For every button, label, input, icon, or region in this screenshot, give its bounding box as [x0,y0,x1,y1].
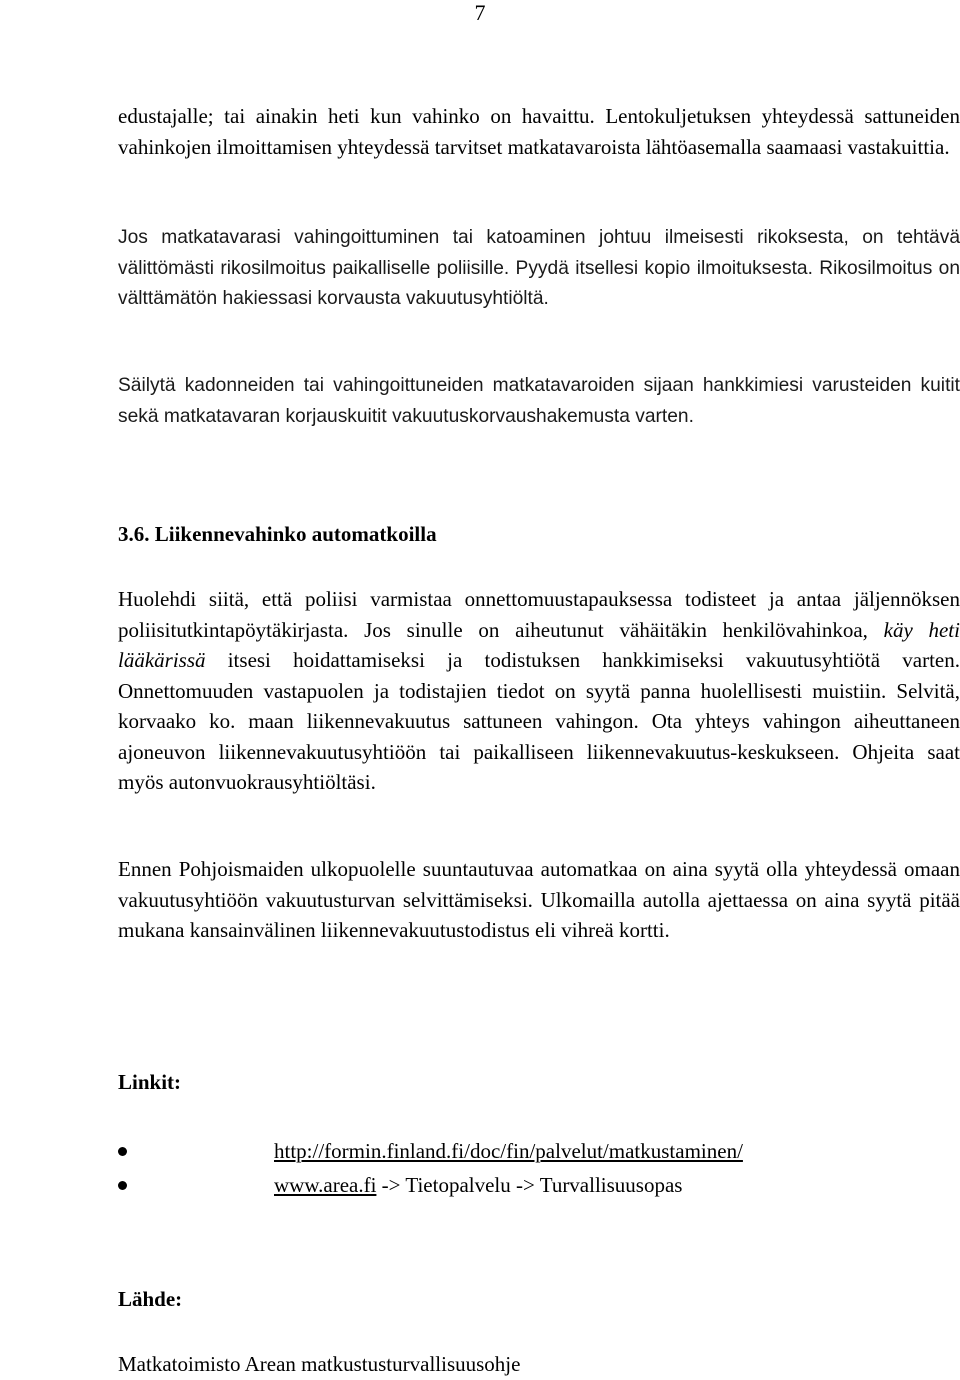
paragraph-text: Säilytä kadonneiden tai vahingoittuneiden matkatavaroiden sijaan hankkimiesi varusteiden kuitit sekä matkatavaran korjauskuitit vakuutuskorvaushakemusta varten. [118,375,960,427]
page-number: 7 [474,0,486,25]
source-block [118,1349,960,1380]
paragraph-text: Jos matkatavarasi vahingoittuminen tai katoaminen johtuu ilmeisesti rikoksesta, on tehtävä välittömästi rikosilmoitus paikalliselle poliisille. Pyydä itsellesi kopio ilmoituksesta. Rikosilmoitus on välttämätön hakiessasi korvausta vakuutusyhtiöltä. [118,227,960,309]
links-heading-block [118,1067,960,1097]
link-line [274,1136,743,1166]
link-suffix: -> Tietopalvelu -> Turvallisuusopas [376,1173,683,1197]
link-area[interactable]: www.area.fi [274,1173,377,1197]
paragraph-text: edustajalle; tai ainakin heti kun vahinko on havaittu. Lentokuljetuksen yhteydessä sattuneiden vahinkojen ilmoittamisen yhteydessä tarvitset matkatavaroista lähtöasemalla saamaasi vastakuittia. [118,104,960,159]
links-heading: Linkit: [118,1070,182,1094]
source-text: Matkatoimisto Arean matkustusturvallisuusohje [118,1352,521,1376]
paragraph-intro [118,101,960,162]
links-list [0,1136,960,1204]
section-heading-block [118,519,960,549]
source-heading: Lähde: [118,1287,183,1311]
paragraph-traffic-damage [118,584,960,798]
list-item [0,1170,960,1204]
bullet-icon [118,1147,127,1156]
paragraph-text: Ennen Pohjoismaiden ulkopuolelle suuntautuvaa automatkaa on aina syytä olla yhteydessä omaan vakuutusyhtiöön vakuutusturvan selvittämiseksi. Ulkomailla autolla ajettaessa on aina syytä pitää mukana kansainvälinen liikennevakuutustodistus eli vihreä kortti. [118,857,960,942]
link-line [274,1170,682,1200]
link-formin[interactable]: http://formin.finland.fi/doc/fin/palvelut/matkustaminen/ [274,1139,743,1163]
paragraph-text-part: Huolehdi siitä, että poliisi varmistaa onnettomuustapauksessa todisteet ja antaa jäljennöksen poliisitutkintapöytäkirjasta. Jos sinulle on aiheutunut vähäitäkin henkilövahinkoa, [118,587,960,642]
paragraph-receipts [118,371,960,432]
paragraph-crime-report [118,223,960,315]
emphasis-text: käy heti lääkärissä [118,617,960,672]
source-heading-block [118,1284,960,1314]
section-heading: 3.6. Liikennevahinko automatkoilla [118,522,437,546]
paragraph-text-part: itsesi hoidattamiseksi ja todistuksen hankkimiseksi vakuutusyhtiötä varten. Onnettomuuden vastapuolen ja todistajien tiedot on syytä panna huolellisesti muistiin. Selvitä, korvaako ko. maan liikennevakuutus sattuneen vahingon. Ota yhteys vahingon aiheuttaneen ajoneuvon liikennevakuutusyhtiöön tai paikalliseen liikennevakuutus-keskukseen. Ohjeita saat myös autonvuokrausyhtiöltäsi. [118,648,960,794]
paragraph-text [118,584,960,798]
bullet-icon [118,1181,127,1190]
list-item [0,1136,960,1170]
paragraph-green-card [118,854,960,946]
